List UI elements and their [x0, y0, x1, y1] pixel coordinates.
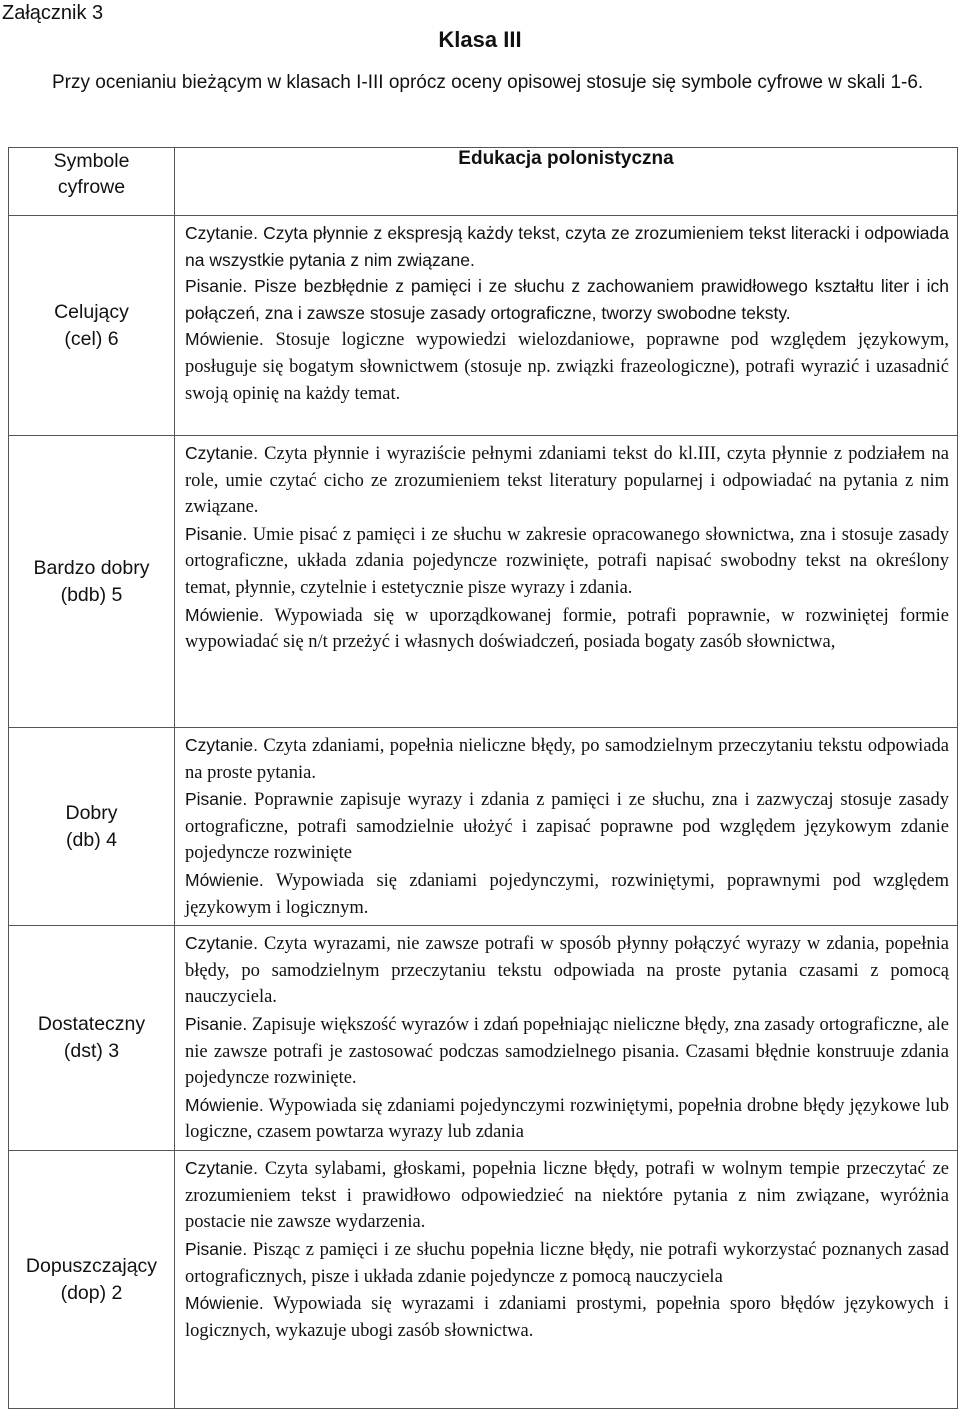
writing-text: Pisze bezbłędnie z pamięci i ze słuchu z zachowaniem prawidłowego kształtu liter i ich połączeń, zna i zawsze stosuje zasady ortograficzne, tworzy swobodne teksty. — [185, 276, 949, 323]
speaking-label: Mówienie. — [185, 329, 264, 350]
writing-text: Poprawnie zapisuje wyrazy i zdania z pamięci i ze słuchu, zna i zazwyczaj stosuje zasady ortograficzne, potrafi samodzielnie ułożyć i zapisać poprawne pod względem językowym zdanie pojedyncze rozwinięte — [185, 790, 949, 864]
writing-label: Pisanie. — [185, 523, 248, 544]
grade-description — [175, 1151, 958, 1409]
writing-text: Pisząc z pamięci i ze słuchu popełnia liczne błędy, nie potrafi wykorzystać poznanych zasad ortograficznych, pisze i układa zdanie pojedyncze z pomocą nauczyciela — [185, 1239, 949, 1287]
reading-label: Czytanie. — [185, 933, 258, 954]
grade-description — [175, 436, 958, 728]
annex-label: Załącznik 3 — [2, 2, 104, 24]
reading-paragraph — [185, 930, 949, 1011]
reading-paragraph — [185, 440, 949, 521]
grade-code: (dst) 3 — [63, 1040, 120, 1063]
speaking-label: Mówienie. — [185, 604, 264, 625]
speaking-paragraph — [185, 1092, 949, 1146]
reading-text: Czyta zdaniami, popełnia nieliczne błędy, po samodzielnym przeczytaniu tekstu odpowiada na proste pytania. — [185, 736, 949, 783]
grade-cell — [9, 728, 175, 926]
speaking-text: Wypowiada się zdaniami pojedynczymi rozwiniętymi, popełnia drobne błędy językowe lub logiczne, czasem powtarza wyrazy lub zdania — [185, 1095, 949, 1143]
reading-paragraph — [185, 220, 949, 273]
writing-text: Zapisuje większość wyrazów i zdań popełniając nieliczne błędy, zna zasady ortograficzne, ale nie zawsze potrafi je zastosować podczas samodzielnego pisania. Czasami błędnie konstruuje zdania pojedyncze rozwinięte. — [185, 1014, 949, 1089]
speaking-label: Mówienie. — [185, 869, 264, 890]
grade-name: Celujący — [54, 300, 129, 323]
writing-paragraph — [185, 273, 949, 326]
grade-name: Dobry — [65, 801, 118, 824]
grade-description — [175, 926, 958, 1151]
speaking-label: Mówienie. — [185, 1293, 264, 1314]
table-row — [9, 728, 958, 926]
intro-paragraph: Przy ocenianiu bieżącym w klasach I-III oprócz oceny opisowej stosuje się symbole cyfrowe w skali 1-6. — [52, 72, 924, 93]
grade-code: (cel) 6 — [64, 327, 119, 350]
grade-name: Dostateczny — [37, 1013, 146, 1036]
reading-label: Czytanie. — [185, 1158, 258, 1179]
speaking-paragraph — [185, 326, 949, 407]
speaking-paragraph — [185, 867, 949, 921]
grade-cell — [9, 436, 175, 728]
grade-cell — [9, 926, 175, 1151]
reading-text: Czyta wyrazami, nie zawsze potrafi w sposób płynny połączyć wyrazy w zdania, popełnia błędy, po samodzielnym przeczytaniu tekstu odpowiada na proste pytania czasami z pomocą nauczyciela. — [185, 934, 949, 1008]
table-row — [9, 926, 958, 1151]
header-symbols-line2: cyfrowe — [57, 176, 126, 198]
grade-code: (bdb) 5 — [60, 583, 123, 606]
writing-paragraph — [185, 521, 949, 602]
reading-text: Czyta płynnie z ekspresją każdy tekst, czyta ze zrozumieniem tekst literacki i odpowiada na wszystkie pytania z nim związane. — [185, 223, 949, 270]
writing-text: Umie pisać z pamięci i ze słuchu w zakresie opracowanego słownictwa, zna i stosuje zasady ortograficzne, układa zdania pojedyncze rozwinięte, potrafi napisać swobodny tekst na określony temat, płynnie, czytelnie i estetycznie pisze wyrazy i zdania. — [185, 524, 949, 598]
grade-cell — [9, 1151, 175, 1409]
grade-name: Bardzo dobry — [33, 556, 150, 579]
table-header-row — [9, 148, 958, 216]
header-symbols-line1: Symbole — [53, 150, 130, 172]
reading-label: Czytanie. — [185, 735, 258, 755]
speaking-text: Wypowiada się wyrazami i zdaniami prostymi, popełnia sporo błędów językowych i logicznych, wykazuje ubogi zasób słownictwa. — [185, 1294, 949, 1341]
reading-paragraph — [185, 732, 949, 786]
grade-description — [175, 216, 958, 436]
speaking-label: Mówienie. — [185, 1094, 264, 1115]
writing-label: Pisanie. — [185, 1238, 248, 1259]
grade-description — [175, 728, 958, 926]
reading-paragraph — [185, 1155, 949, 1236]
writing-paragraph — [185, 786, 949, 867]
grade-code: (db) 4 — [66, 828, 117, 851]
header-subject: Edukacja polonistyczna — [175, 148, 958, 216]
reading-label: Czytanie. — [185, 223, 258, 243]
writing-label: Pisanie. — [185, 276, 248, 297]
speaking-text: Wypowiada się zdaniami pojedynczymi, rozwiniętymi, poprawnymi pod względem językowym i logicznym. — [185, 870, 949, 918]
table-row — [9, 216, 958, 436]
writing-label: Pisanie. — [185, 1013, 248, 1034]
grade-cell — [9, 216, 175, 436]
writing-paragraph — [185, 1011, 949, 1092]
speaking-text: Stosuje logiczne wypowiedzi wielozdaniowe, poprawne pod względem językowym, posługuje się bogatym słownictwem (stosuje np. związki frazeologiczne), potrafi wyrazić i uzasadnić swoją opinię na każdy temat. — [185, 330, 949, 404]
reading-label: Czytanie. — [185, 443, 258, 463]
speaking-paragraph — [185, 602, 949, 656]
reading-text: Czyta sylabami, głoskami, popełnia liczne błędy, potrafi w wolnym tempie przeczytać ze zrozumieniem tekst i prawidłowo odpowiedzieć na niektóre pytania z nim związane, wyróżnia postacie nie zawsze wydarzenia. — [185, 1159, 949, 1233]
speaking-paragraph — [185, 1290, 949, 1344]
table-row — [9, 1151, 958, 1409]
writing-paragraph — [185, 1236, 949, 1290]
grade-code: (dop) 2 — [60, 1281, 123, 1304]
writing-label: Pisanie. — [185, 789, 248, 810]
speaking-text: Wypowiada się w uporządkowanej formie, potrafi poprawnie, w rozwiniętej formie wypowiadać się n/t przeżyć i własnych doświadczeń, posiada bogaty zasób słownictwa, — [185, 605, 949, 653]
grading-table — [8, 147, 958, 1409]
grade-name: Dopuszczający — [25, 1254, 158, 1277]
table-row — [9, 436, 958, 728]
reading-text: Czyta płynnie i wyraziście pełnymi zdaniami tekst do kl.III, czyta płynnie z podziałem na role, umie czytać cicho ze zrozumieniem tekst literatury popularnej i odpowiadać na pytania z nim związane. — [185, 444, 949, 518]
page-title: Klasa III — [438, 27, 522, 52]
header-symbols — [9, 148, 175, 216]
